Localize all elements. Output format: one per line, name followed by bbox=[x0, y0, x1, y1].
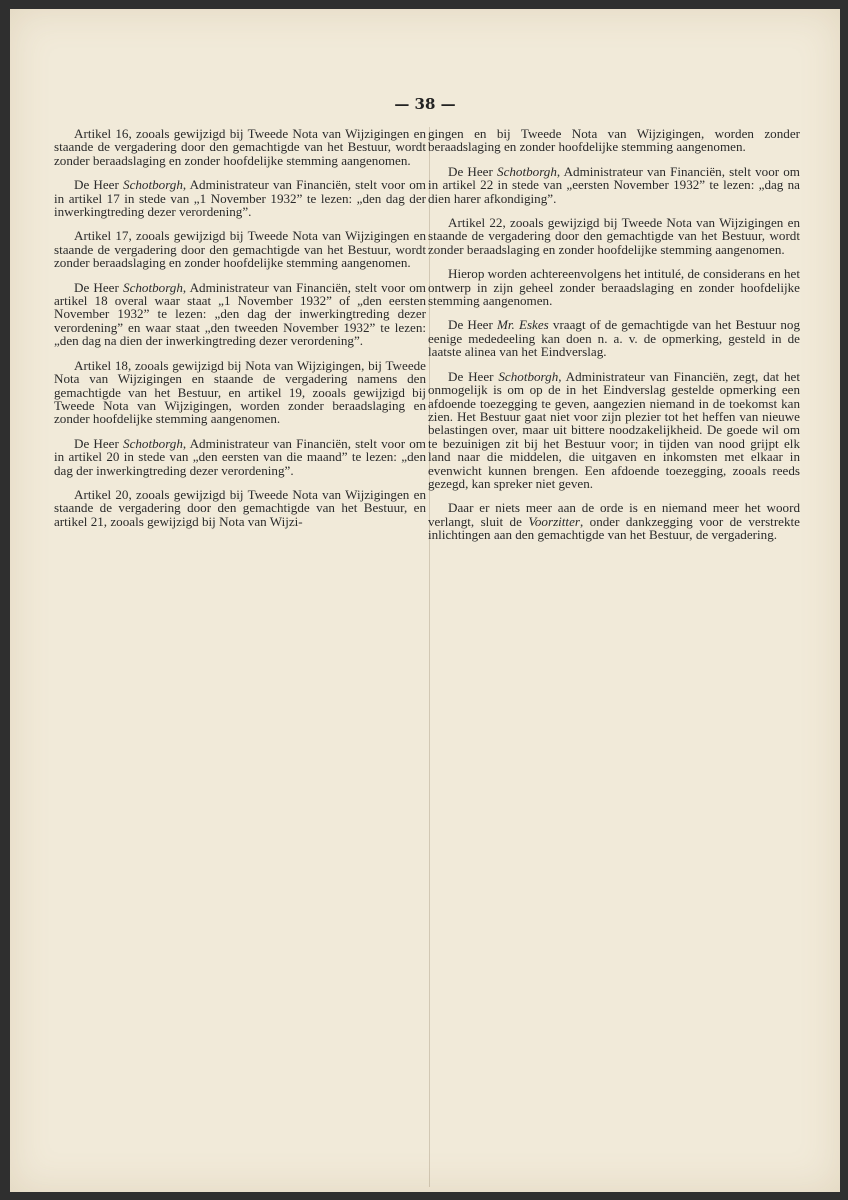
paragraph-text: De Heer bbox=[448, 317, 497, 333]
paragraph bbox=[428, 501, 800, 541]
paragraph-text: , Administrateur van Financiën, stelt voor om artikel 18 overal waar staat „1 November 1932” of „den eersten November 1932” te lezen: „den dag der inwerkingtreding dezer verordening” en waar staat „den tweeden November 1932” te lezen: „den dag na dien der inwerkingtreding dezer verordening”. bbox=[54, 279, 426, 349]
paragraph bbox=[54, 178, 426, 218]
paragraph: Hierop worden achtereenvolgens het intitulé, de considerans en het ontwerp in zijn geheel zonder beraadslaging en zonder hoofdelijke stemming aangenomen. bbox=[428, 266, 800, 309]
document-page bbox=[10, 9, 840, 1192]
paragraph: Artikel 22, zooals gewijzigd bij Tweede Nota van Wijzigingen en staande de vergadering door den gemachtigde van het Bestuur, wordt zonder beraadslaging en zonder hoofdelijke stemming aangenomen. bbox=[428, 215, 800, 257]
paragraph-text: Daar er niets meer aan de orde is en niemand meer het woord verlangt, sluit de bbox=[428, 500, 800, 529]
paragraph: Artikel 20, zooals gewijzigd bij Tweede Nota van Wijzigingen en staande de vergadering door den gemachtigde van het Bestuur, en artikel 21, zooals gewijzigd bij Nota van Wijzi- bbox=[54, 486, 426, 529]
paragraph-text: De Heer bbox=[448, 163, 498, 179]
speaker-name: Schotborgh bbox=[123, 435, 183, 451]
paragraph: Artikel 17, zooals gewijzigd bij Tweede Nota van Wijzigingen en staande de vergadering door den gemachtigde van het Bestuur, wordt zonder beraadslaging en zonder hoofdelijke stemming aangenomen. bbox=[54, 228, 426, 271]
paragraph-text: , Administrateur van Financiën, stelt voor om in artikel 17 in stede van „1 November 1932” te lezen: „den dag der inwerkingtreding dezer verordening”. bbox=[54, 177, 426, 220]
paragraph: Artikel 16, zooals gewijzigd bij Tweede Nota van Wijzigingen en staande de vergadering door den gemachtigde van het Bestuur, wordt zonder beraadslaging en zonder hoofdelijke stemming aangenomen. bbox=[54, 126, 426, 168]
paragraph: gingen en bij Tweede Nota van Wijzigingen, worden zonder beraadslaging en zonder hoofdelijke stemming aangenomen. bbox=[428, 126, 800, 155]
speaker-name: Schotborgh bbox=[498, 368, 559, 384]
paragraph-text: vraagt of de gemachtigde van het Bestuur nog eenige mededeeling kan doen n. a. v. de opmerking, gesteld in de laatste alinea van het Eindverslag. bbox=[428, 317, 800, 360]
paragraph-text: De Heer bbox=[74, 177, 124, 193]
paragraph-text: De Heer bbox=[448, 368, 499, 384]
left-column bbox=[54, 127, 426, 539]
paragraph-text: , Administrateur van Financiën, stelt voor om in artikel 22 in stede van „eersten November 1932” te lezen: „dag na dien harer afkondiging”. bbox=[428, 163, 800, 206]
speaker-name: Schotborgh bbox=[123, 279, 183, 295]
paragraph bbox=[428, 318, 800, 358]
paragraph: Artikel 18, zooals gewijzigd bij Nota van Wijzigingen, bij Tweede Nota van Wijzigingen en staande de vergadering namens den gemachtigde van het Bestuur, en artikel 19, zooals gewijzigd bij Tweede Nota van Wijzigingen, worden zonder beraadslaging en zonder hoofdelijke stemming aangenomen. bbox=[54, 357, 426, 427]
paragraph bbox=[54, 281, 426, 348]
paragraph-text: De Heer bbox=[74, 435, 124, 451]
speaker-name: Schotborgh bbox=[123, 177, 183, 193]
paragraph bbox=[428, 165, 800, 205]
speaker-name: Mr. Eskes bbox=[496, 317, 549, 333]
speaker-name: Schotborgh bbox=[497, 163, 557, 179]
paragraph-text: , Administrateur van Financiën, zegt, dat het onmogelijk is om op de in het Eindverslag gestelde opmerking een afdoende toezegging te geven, aangezien niemand in de toekomst kan zien. Het Bestuur gaat niet voor zijn plezier tot het heffen van nieuwe belastingen over, maar uit bittere noodzakelijkheid. De goede wil om te bezuinigen zit bij het Bestuur voor; in tijden van nood grijpt elk land naar die middelen, die uitgaven en inkomsten met elkaar in evenwicht kunnen brengen. Een afdoende toezegging, zooals reeds gezegd, kan spreker niet geven. bbox=[428, 368, 800, 491]
speaker-name: Voorzitter bbox=[528, 513, 580, 529]
paragraph-text: , Administrateur van Financiën, stelt voor om in artikel 20 in stede van „den eersten van die maand” te lezen: „den dag der inwerkingtreding dezer verordening”. bbox=[54, 435, 426, 478]
page-number: — 38 — bbox=[394, 95, 456, 113]
paragraph-text: , onder dankzegging voor de verstrekte inlichtingen aan den gemachtigde van het Bestuur, de vergadering. bbox=[428, 513, 800, 543]
paragraph bbox=[54, 437, 426, 477]
right-column bbox=[428, 127, 800, 553]
paragraph bbox=[428, 370, 800, 491]
paragraph-text: De Heer bbox=[74, 279, 124, 295]
